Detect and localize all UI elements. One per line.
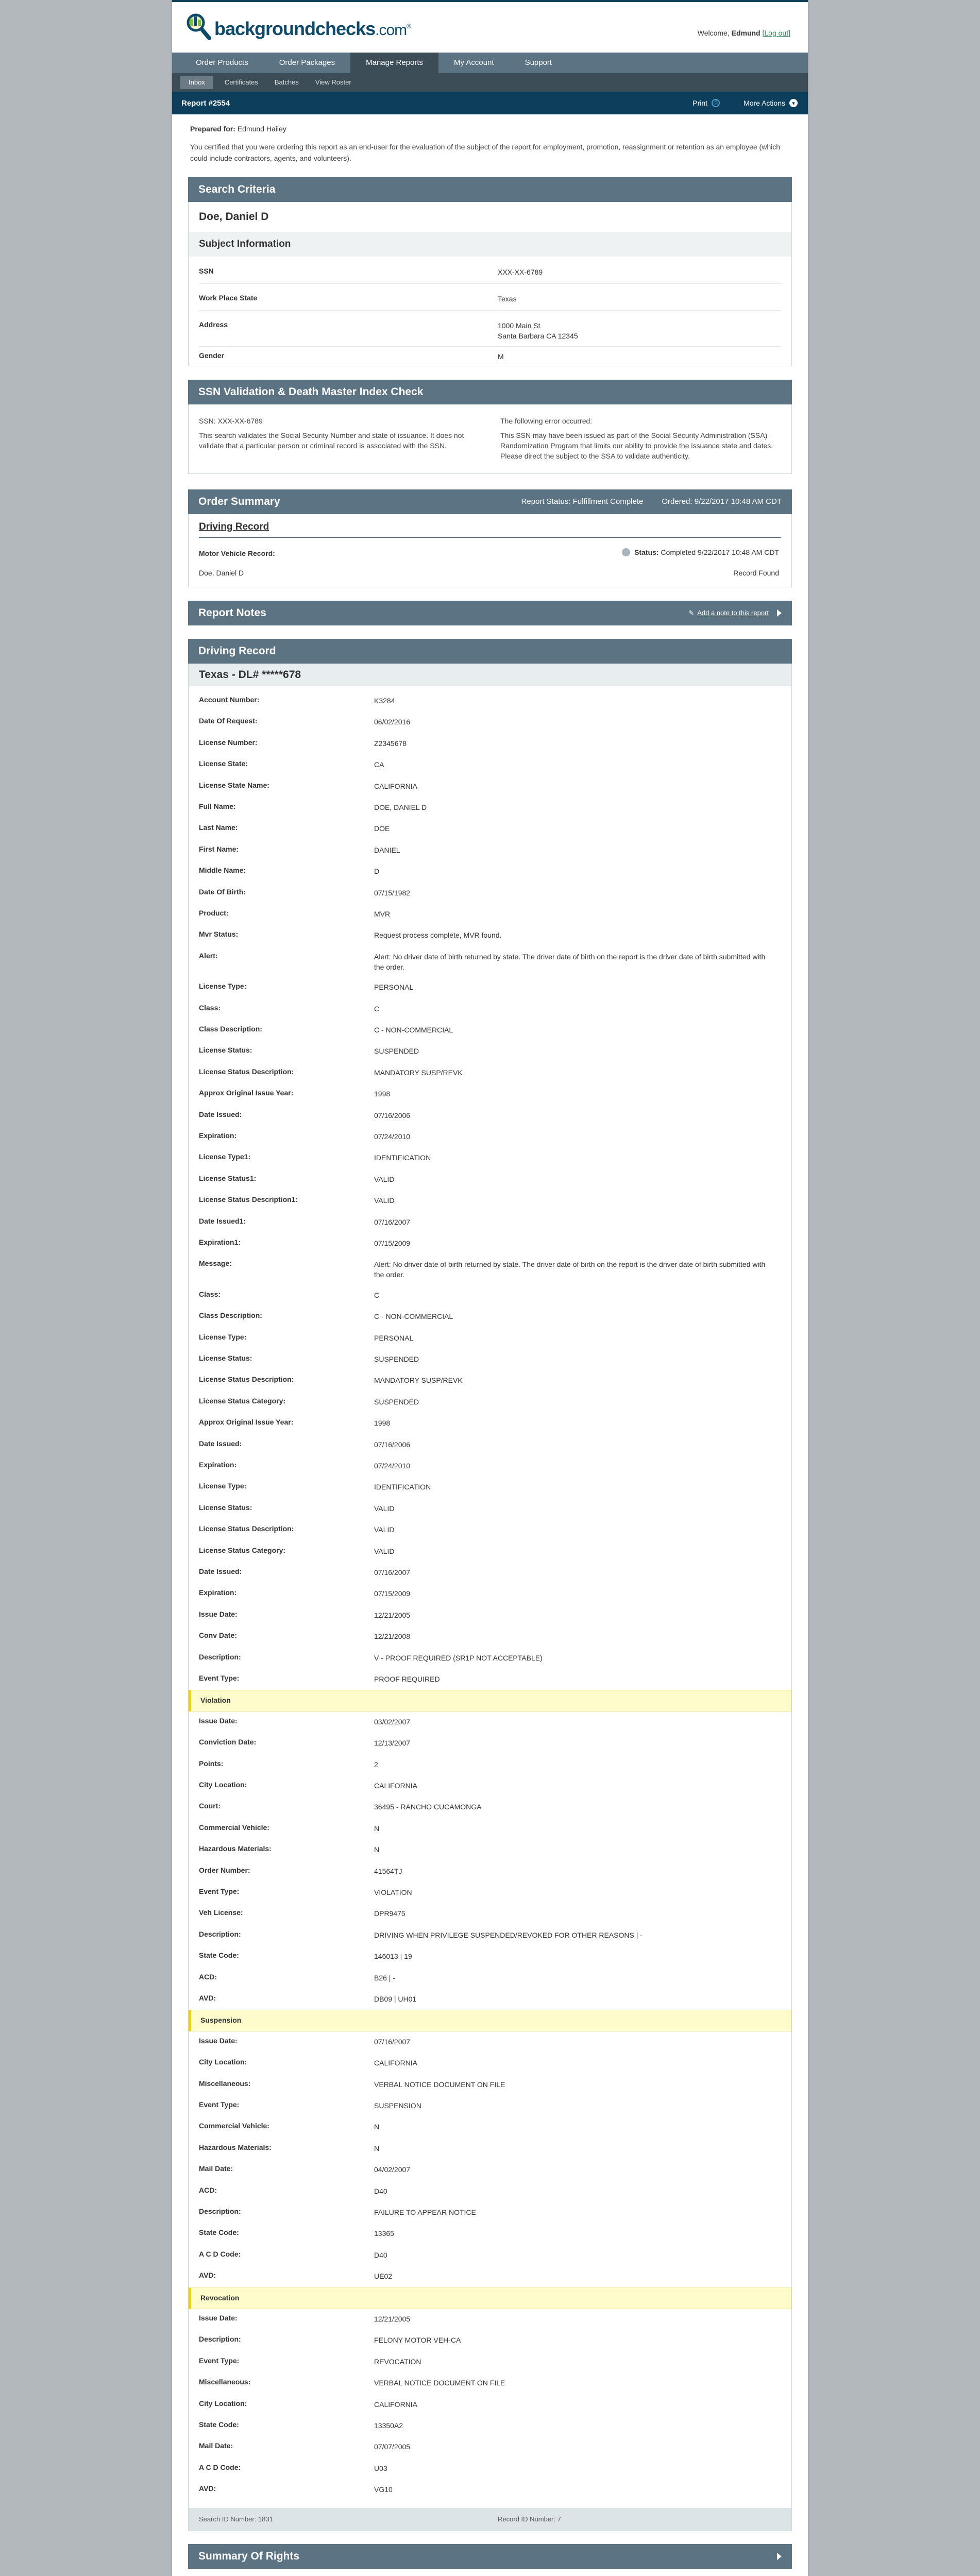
report-status: Report Status: Fulfillment Complete xyxy=(521,497,644,506)
record-label: Date Issued: xyxy=(199,1110,242,1118)
record-label: Court: xyxy=(199,1802,221,1810)
record-label: Expiration: xyxy=(199,1461,237,1469)
record-value: C xyxy=(374,1291,380,1299)
search-criteria-section xyxy=(188,177,792,366)
summary-of-rights-header[interactable] xyxy=(188,2544,792,2569)
ssn-line: SSN: XXX-XX-6789 xyxy=(199,417,263,425)
record-value: FELONY MOTOR VEH-CA xyxy=(374,2336,461,2345)
record-value: 07/16/2006 xyxy=(374,1111,411,1120)
certification-text: You certified that you were ordering this report as an end-user for the evaluation of the subject of the report for employment, promotion, reassignment or retention as an employee (which could include contractors, agents, and volunteers). xyxy=(190,143,780,162)
divider xyxy=(199,283,781,284)
record-value: 12/21/2008 xyxy=(374,1632,411,1641)
subnav-batches[interactable]: Batches xyxy=(274,78,299,86)
record-label: A C D Code: xyxy=(199,2249,241,2258)
record-value: 12/21/2005 xyxy=(374,2315,411,2323)
field-label: Work Place State xyxy=(199,294,258,302)
magnifier-logo-icon xyxy=(184,11,212,41)
mvr-label: Motor Vehicle Record: xyxy=(199,549,275,557)
record-label: Class: xyxy=(199,1290,221,1298)
record-value: C xyxy=(374,1004,380,1013)
field-label: SSN xyxy=(199,267,214,275)
print-button[interactable]: Print ⎙ xyxy=(692,99,720,107)
logout-link[interactable]: [Log out] xyxy=(762,29,790,37)
record-label: Expiration1: xyxy=(199,1238,241,1246)
summary-of-rights-title: Summary Of Rights xyxy=(198,2550,300,2562)
record-label: Mail Date: xyxy=(199,2164,233,2173)
record-value: N xyxy=(374,2123,380,2131)
record-label: Conviction Date: xyxy=(199,1738,257,1747)
record-value: 12/13/2007 xyxy=(374,1739,411,1748)
record-label: City Location: xyxy=(199,1781,247,1789)
record-label: License Status: xyxy=(199,1046,252,1055)
subject-fields xyxy=(189,257,791,366)
record-label: Description: xyxy=(199,1929,241,1938)
sub-nav xyxy=(172,73,808,92)
record-label: License Status Description: xyxy=(199,1375,294,1384)
subject-name: Doe, Daniel D xyxy=(189,202,791,232)
record-label: Date Of Request: xyxy=(199,717,258,725)
record-value: DOE, DANIEL D xyxy=(374,803,427,811)
chevron-down-icon: ▾ xyxy=(789,99,798,107)
search-criteria-header: Search Criteria xyxy=(188,177,792,202)
record-label: License Status1: xyxy=(199,1174,257,1182)
record-label: Miscellaneous: xyxy=(199,2079,251,2088)
address-line2: Santa Barbara CA 12345 xyxy=(498,332,578,340)
record-label: License State: xyxy=(199,759,248,768)
section-revocation xyxy=(189,2287,791,2309)
order-summary-header xyxy=(188,489,792,514)
mvr-status: Status: Completed 9/22/2017 10:48 AM CDT xyxy=(622,548,779,556)
record-label: ACD: xyxy=(199,1972,217,1981)
record-label: Date Issued: xyxy=(199,1567,242,1575)
record-value: CALIFORNIA xyxy=(374,1782,418,1790)
subnav-inbox[interactable]: Inbox xyxy=(180,76,213,89)
chevron-right-icon xyxy=(777,2553,782,2560)
report-page xyxy=(172,0,808,2576)
record-value: VERBAL NOTICE DOCUMENT ON FILE xyxy=(374,2080,505,2089)
record-label: License Status Description: xyxy=(199,1524,294,1533)
divider xyxy=(199,537,781,538)
record-id: Record ID Number: 7 xyxy=(498,2515,561,2523)
more-actions-button[interactable]: More Actions ▾ xyxy=(744,99,798,107)
record-label: Miscellaneous: xyxy=(199,2378,251,2386)
record-value: N xyxy=(374,1824,380,1833)
record-label: Description: xyxy=(199,2335,241,2344)
record-value: VG10 xyxy=(374,2485,393,2494)
record-label: Class Description: xyxy=(199,1025,262,1033)
record-value: 07/15/1982 xyxy=(374,888,411,897)
record-found: Record Found xyxy=(733,569,779,577)
record-label: License Status Description1: xyxy=(199,1195,298,1204)
record-value: 13350A2 xyxy=(374,2421,403,2430)
subnav-certificates[interactable]: Certificates xyxy=(224,78,258,86)
record-value: SUSPENSION xyxy=(374,2102,421,2110)
report-notes-section xyxy=(188,601,792,625)
record-value: Z2345678 xyxy=(374,739,407,748)
record-label: License Type: xyxy=(199,982,247,991)
record-label: ACD: xyxy=(199,2185,217,2194)
record-value: VALID xyxy=(374,1504,395,1513)
record-label: Event Type: xyxy=(199,2100,240,2109)
record-label: Class: xyxy=(199,1003,221,1012)
record-value: 146013 | 19 xyxy=(374,1952,412,1961)
record-label: Mail Date: xyxy=(199,2442,233,2450)
record-label: Mvr Status: xyxy=(199,930,239,939)
record-rows xyxy=(189,686,791,2531)
subject-information-heading: Subject Information xyxy=(189,232,791,257)
subnav-view-roster[interactable]: View Roster xyxy=(315,78,351,86)
record-value: 1998 xyxy=(374,1090,391,1098)
ssn-value: XXX-XX-6789 xyxy=(498,268,543,276)
section-label: Suspension xyxy=(200,2016,242,2025)
record-value: CA xyxy=(374,760,384,769)
field-label: Gender xyxy=(199,351,225,360)
record-label: Hazardous Materials: xyxy=(199,1844,272,1853)
record-value: D xyxy=(374,867,380,876)
section-suspension xyxy=(189,2010,791,2031)
record-label: License Type: xyxy=(199,1332,247,1341)
report-notes-title: Report Notes xyxy=(198,607,266,619)
record-value: SUSPENDED xyxy=(374,1355,419,1363)
print-icon: ⎙ xyxy=(712,99,720,107)
record-label: Expiration: xyxy=(199,1131,237,1140)
record-value: IDENTIFICATION xyxy=(374,1483,431,1492)
record-value: VALID xyxy=(374,1547,395,1555)
record-value: 07/15/2009 xyxy=(374,1589,411,1598)
ssn-description: This search validates the Social Security Number and state of issuance. It does not validate that a particular person or criminal record is associated with the SSN. xyxy=(199,431,464,450)
section-violation xyxy=(189,1690,791,1711)
record-label: Date Issued1: xyxy=(199,1216,246,1225)
search-id: Search ID Number: 1831 xyxy=(199,2515,273,2523)
record-value: 13365 xyxy=(374,2229,394,2238)
record-label: Veh License: xyxy=(199,1908,243,1917)
record-value: DOE xyxy=(374,824,390,833)
record-value: 07/07/2005 xyxy=(374,2443,411,2451)
record-label: Approx Original Issue Year: xyxy=(199,1418,294,1427)
record-label: Event Type: xyxy=(199,2356,240,2365)
record-value: 07/16/2007 xyxy=(374,2037,411,2046)
edit-icon: ✎ xyxy=(688,609,695,617)
record-label: Date Issued: xyxy=(199,1439,242,1448)
record-value: UE02 xyxy=(374,2272,393,2281)
record-label: AVD: xyxy=(199,2271,216,2280)
record-value: FAILURE TO APPEAR NOTICE xyxy=(374,2208,476,2216)
record-label: Full Name: xyxy=(199,802,236,810)
nav-my-account[interactable]: My Account xyxy=(454,58,494,67)
section-label: Violation xyxy=(200,1696,231,1705)
record-value: MANDATORY SUSP/REVK xyxy=(374,1376,463,1385)
record-value: VALID xyxy=(374,1196,395,1205)
record-value: PROOF REQUIRED xyxy=(374,1675,440,1683)
record-label: State Code: xyxy=(199,2228,239,2237)
record-label: AVD: xyxy=(199,1994,216,2002)
record-value: DANIEL xyxy=(374,845,400,854)
record-label: License Status Description: xyxy=(199,1067,294,1076)
record-value: 36495 - RANCHO CUCAMONGA xyxy=(374,1803,482,1811)
record-value: Request process complete, MVR found. xyxy=(374,931,502,940)
record-label: License Number: xyxy=(199,738,258,747)
record-value: C - NON-COMMERCIAL xyxy=(374,1026,453,1034)
record-value: D40 xyxy=(374,2250,387,2259)
record-value: 2 xyxy=(374,1760,378,1769)
nav-order-products[interactable]: Order Products xyxy=(196,58,248,67)
site-logo[interactable]: backgroundchecks.com® xyxy=(184,11,411,41)
record-value: SUSPENDED xyxy=(374,1047,419,1056)
report-notes-header[interactable] xyxy=(188,601,792,625)
record-label: Order Number: xyxy=(199,1866,250,1874)
record-value: MVR xyxy=(374,910,391,918)
record-value: Alert: No driver date of birth returned by state. The driver date of birth on the report is the driver date of birth submitted with the order. xyxy=(374,1260,766,1279)
ordered-date: Ordered: 9/22/2017 10:48 AM CDT xyxy=(662,497,782,506)
record-value: C - NON-COMMERCIAL xyxy=(374,1312,453,1321)
record-label: Issue Date: xyxy=(199,2314,238,2322)
record-value: N xyxy=(374,1845,380,1854)
record-value: VERBAL NOTICE DOCUMENT ON FILE xyxy=(374,2379,505,2387)
record-value: D40 xyxy=(374,2187,387,2195)
nav-order-packages[interactable]: Order Packages xyxy=(279,58,335,67)
record-value: VALID xyxy=(374,1175,395,1183)
record-label: City Location: xyxy=(199,2399,247,2408)
report-title: Report #2554 xyxy=(181,98,230,108)
record-value: 04/02/2007 xyxy=(374,2165,411,2174)
record-label: A C D Code: xyxy=(199,2463,241,2471)
record-label: License State Name: xyxy=(199,781,269,789)
record-label: License Type: xyxy=(199,1482,247,1490)
record-value: CALIFORNIA xyxy=(374,2059,418,2067)
record-label: Last Name: xyxy=(199,823,238,832)
add-note-button[interactable]: ✎ Add a note to this report xyxy=(688,601,792,625)
work-state-value: Texas xyxy=(498,295,517,303)
record-value: SUSPENDED xyxy=(374,1397,419,1406)
record-label: Issue Date: xyxy=(199,2036,238,2045)
record-label: Points: xyxy=(199,1759,224,1768)
record-value: PERSONAL xyxy=(374,983,414,992)
report-bar xyxy=(172,92,808,114)
record-value: 03/02/2007 xyxy=(374,1717,411,1726)
record-label: Alert: xyxy=(199,951,218,960)
driving-record-header: Driving Record xyxy=(188,639,792,664)
record-label: License Status Category: xyxy=(199,1546,286,1554)
driving-record-section xyxy=(188,639,792,2531)
record-value: 07/16/2007 xyxy=(374,1568,411,1577)
record-value: 07/24/2010 xyxy=(374,1132,411,1141)
record-value: K3284 xyxy=(374,697,395,705)
record-value: MANDATORY SUSP/REVK xyxy=(374,1068,463,1077)
section-label: Revocation xyxy=(200,2293,240,2302)
record-value: 07/15/2009 xyxy=(374,1239,411,1247)
record-value: IDENTIFICATION xyxy=(374,1154,431,1162)
record-label: License Type1: xyxy=(199,1153,251,1161)
record-label: License Status Category: xyxy=(199,1396,286,1405)
record-label: Description: xyxy=(199,1652,241,1661)
error-text: This SSN may have been issued as part of the Social Security Administration (SSA) Randomization Program that limits our ability to provide the issuance state and dates. Please direct the subject to the SSA to validate authenticity. xyxy=(500,431,773,460)
error-heading: The following error occurred: xyxy=(500,417,593,425)
record-value: DB09 | UH01 xyxy=(374,1995,417,2003)
record-label: Conv Date: xyxy=(199,1631,237,1640)
record-label: Expiration: xyxy=(199,1588,237,1597)
status-icon xyxy=(622,548,630,556)
record-label: City Location: xyxy=(199,2058,247,2066)
divider xyxy=(199,310,781,311)
record-label: State Code: xyxy=(199,1951,239,1960)
record-value: 1998 xyxy=(374,1419,391,1428)
ssn-validation-header: SSN Validation & Death Master Index Check xyxy=(188,380,792,404)
record-value: 41564TJ xyxy=(374,1867,402,1875)
prepared-for: Prepared for: Edmund Hailey xyxy=(190,125,286,133)
main-nav xyxy=(172,53,808,73)
site-header xyxy=(172,2,808,53)
record-label: Account Number: xyxy=(199,696,260,704)
record-label: First Name: xyxy=(199,844,239,853)
record-label: AVD: xyxy=(199,2484,216,2493)
subject-name: Doe, Daniel D xyxy=(199,569,244,577)
record-value: Alert: No driver date of birth returned by state. The driver date of birth on the report is the driver date of birth submitted with the order. xyxy=(374,952,766,971)
record-value: PERSONAL xyxy=(374,1333,414,1342)
record-value: CALIFORNIA xyxy=(374,2400,418,2409)
record-label: Event Type: xyxy=(199,1887,240,1895)
record-value: DPR9475 xyxy=(374,1909,405,1918)
record-value: 06/02/2016 xyxy=(374,718,411,726)
nav-manage-reports[interactable]: Manage Reports xyxy=(350,53,438,73)
address-line1: 1000 Main St xyxy=(498,321,540,330)
order-summary-section xyxy=(188,489,792,587)
record-label: Issue Date: xyxy=(199,1609,238,1618)
ssn-validation-section xyxy=(188,380,792,474)
username: Edmund xyxy=(731,29,761,37)
record-value: VIOLATION xyxy=(374,1888,412,1896)
record-value: REVOCATION xyxy=(374,2357,421,2366)
record-label: Description: xyxy=(199,2207,241,2215)
record-label: Class Description: xyxy=(199,1311,262,1320)
driving-record-link[interactable]: Driving Record xyxy=(199,521,269,532)
record-value: V - PROOF REQUIRED (SR1P NOT ACCEPTABLE) xyxy=(374,1653,543,1662)
record-value: VALID xyxy=(374,1526,395,1534)
summary-of-rights-section xyxy=(188,2544,792,2569)
record-value: 12/21/2005 xyxy=(374,1611,411,1619)
record-label: Hazardous Materials: xyxy=(199,2143,272,2151)
order-summary-title: Order Summary xyxy=(198,496,280,507)
record-value: 07/24/2010 xyxy=(374,1462,411,1470)
license-heading: Texas - DL# *****678 xyxy=(189,664,791,686)
record-label: Commercial Vehicle: xyxy=(199,1823,269,1832)
record-value: B26 | - xyxy=(374,1973,395,1982)
record-label: Commercial Vehicle: xyxy=(199,2122,269,2130)
chevron-right-icon xyxy=(777,609,782,617)
record-value: CALIFORNIA xyxy=(374,782,418,790)
field-label: Address xyxy=(199,320,228,329)
gender-value: M xyxy=(498,352,504,361)
record-label: Message: xyxy=(199,1259,232,1268)
record-value: 07/16/2007 xyxy=(374,1217,411,1226)
record-label: Approx Original Issue Year: xyxy=(199,1089,294,1097)
nav-support[interactable]: Support xyxy=(525,58,552,67)
record-label: License Status: xyxy=(199,1354,252,1362)
record-label: License Status: xyxy=(199,1503,252,1512)
record-label: Middle Name: xyxy=(199,866,246,875)
record-label: Product: xyxy=(199,909,229,917)
divider xyxy=(199,346,781,347)
record-label: State Code: xyxy=(199,2420,239,2429)
record-value: DRIVING WHEN PRIVILEGE SUSPENDED/REVOKED FOR OTHER REASONS | - xyxy=(374,1930,643,1939)
record-label: Issue Date: xyxy=(199,1716,238,1725)
record-label: Event Type: xyxy=(199,1674,240,1682)
record-value: U03 xyxy=(374,2464,387,2472)
record-value: N xyxy=(374,2144,380,2153)
record-value: 07/16/2006 xyxy=(374,1440,411,1449)
record-label: Date Of Birth: xyxy=(199,887,246,896)
record-id-footer xyxy=(189,2508,791,2531)
welcome-message: Welcome, Edmund [Log out] xyxy=(697,29,790,37)
